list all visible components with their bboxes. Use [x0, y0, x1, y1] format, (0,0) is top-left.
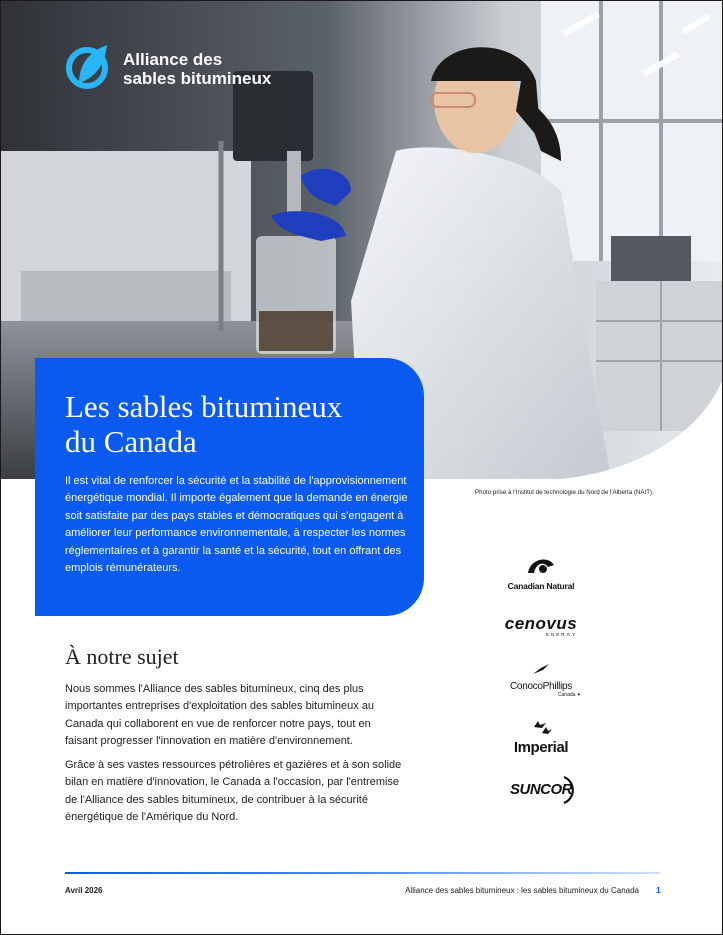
footer-date: Avril 2026: [65, 886, 103, 895]
footer-title: Alliance des sables bitumineux : les sables bitumineux du Canada: [405, 886, 639, 895]
title-line-1: Les sables bitumineux: [65, 389, 343, 424]
maple-leaf-icon: ✦: [576, 692, 581, 698]
conocophillips-sub-label: Canada: [557, 692, 576, 698]
suncor-label: SUNCOR: [509, 781, 572, 798]
conocophillips-icon: [531, 664, 551, 676]
conocophillips-label: ConocoPhillips: [510, 681, 572, 692]
page-number: 1: [656, 885, 661, 895]
logo-line-2: sables bitumineux: [123, 68, 272, 88]
cenovus-sub-label: ENERGY: [545, 632, 577, 637]
intro-text: Il est vital de renforcer la sécurité et la stabilité de l'approvisionnement énergétique mondial. Il importe également que la demande en énergie soit satisfaite par des pays stables et démocratiques qui s'engagent à améliorer leur performance environnementale, à respecter les normes réglementaires et à garantir la santé et la sécurité, tout en offrant des emplois rémunérateurs.: [65, 475, 408, 575]
alliance-logo: [65, 41, 271, 96]
canadian-natural-icon: [526, 555, 556, 575]
photo-credit: Photo prise à l'Institut de technologie du Nord de l'Alberta (NAIT).: [475, 489, 654, 496]
logo-wordmark: [123, 50, 271, 88]
conocophillips-sub-row: [499, 692, 583, 698]
imperial-label: Imperial: [513, 739, 569, 756]
suncor-logo: [499, 781, 583, 799]
suncor-mark: [510, 781, 572, 799]
about-paragraph-2: Grâce à ses vastes ressources pétrolières et gazières et à son solide bilan en matière d'innovation, le Canada a l'occasion, par l'entremise de l'Alliance des sables bitumineux, de contribuer à la sécurité énergétique de l'Amérique du Nord.: [65, 759, 402, 824]
cenovus-label: cenovus: [504, 614, 578, 633]
title-line-2: du Canada: [65, 424, 197, 459]
canadian-natural-label: Canadian Natural: [507, 581, 575, 591]
conocophillips-logo: [499, 663, 583, 698]
cenovus-logo: [499, 615, 583, 637]
logo-line-1: Alliance des: [123, 49, 223, 69]
about-paragraph-1: Nous sommes l'Alliance des sables bitumineux, cinq des plus importantes entreprises d'exploitation des sables bitumineux au Canada qui collaborent en vue de renforcer notre pays, tout en faisant progresser l'innovation en matière d'environnement.: [65, 683, 375, 748]
page-title: [65, 389, 405, 459]
about-heading: À notre sujet: [65, 644, 179, 669]
canadian-natural-logo: [499, 555, 583, 591]
imperial-logo: [499, 719, 583, 755]
suncor-sun-icon: [560, 775, 582, 805]
leaf-logo-icon: [65, 41, 113, 96]
footer-divider: [65, 872, 660, 874]
imperial-birds-icon: [528, 719, 554, 735]
